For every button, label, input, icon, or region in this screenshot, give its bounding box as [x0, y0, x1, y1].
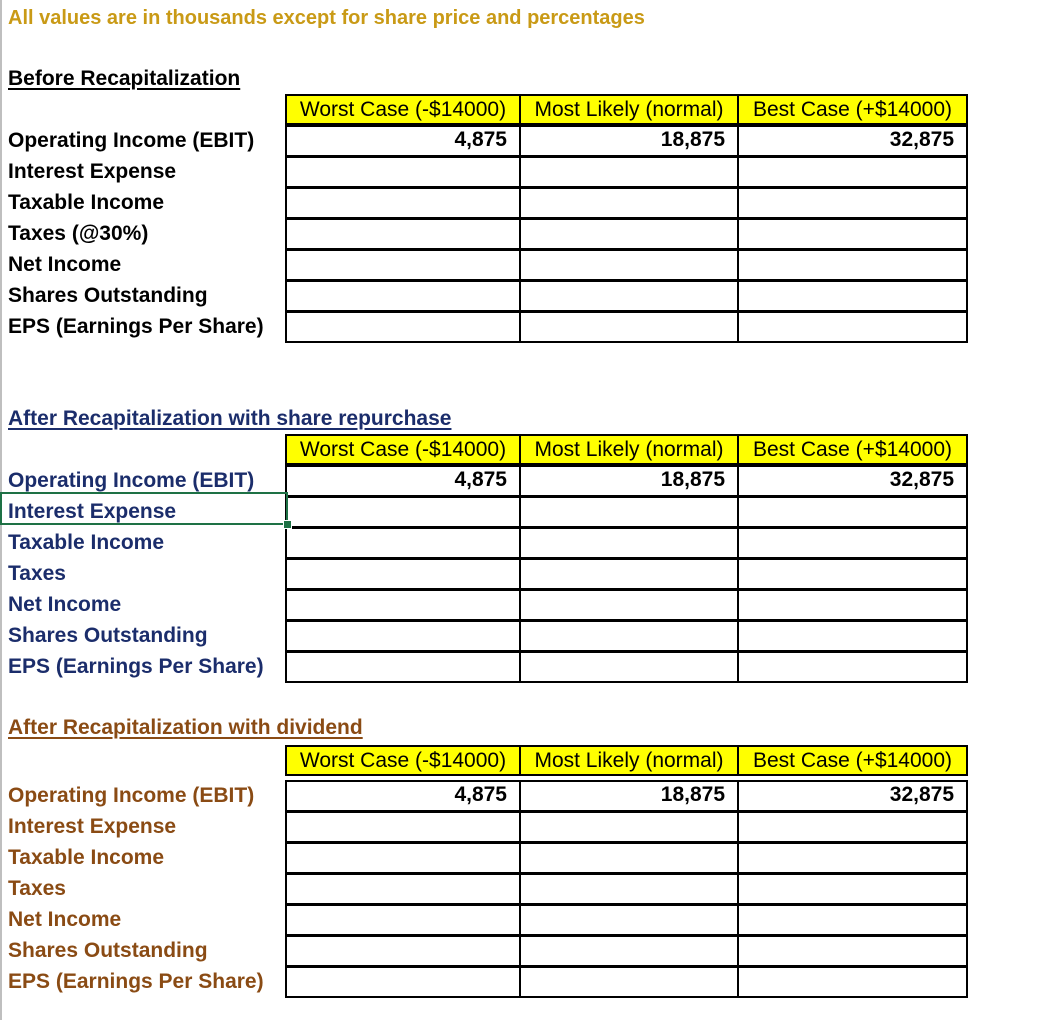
row-label[interactable]: Taxable Income: [8, 846, 165, 869]
row-label[interactable]: Taxable Income: [8, 531, 165, 554]
input-cell[interactable]: [737, 496, 968, 528]
scenario-header-cell[interactable]: Best Case (+$14000): [737, 94, 968, 125]
fill-handle[interactable]: [283, 520, 292, 529]
input-cell[interactable]: [285, 620, 521, 652]
ebit-value-cell[interactable]: 32,875: [737, 780, 968, 812]
input-cell[interactable]: [737, 527, 968, 559]
row-label[interactable]: Interest Expense: [8, 500, 177, 523]
row-label[interactable]: EPS (Earnings Per Share): [8, 315, 264, 338]
row-label[interactable]: Shares Outstanding: [8, 624, 208, 647]
input-cell[interactable]: [519, 620, 739, 652]
section-title[interactable]: After Recapitalization with share repurchase: [8, 407, 452, 430]
input-cell[interactable]: [737, 904, 968, 936]
input-cell[interactable]: [519, 249, 739, 281]
row-label[interactable]: Interest Expense: [8, 815, 177, 838]
input-cell[interactable]: [285, 935, 521, 967]
input-cell[interactable]: [737, 589, 968, 621]
ebit-value-cell[interactable]: 18,875: [519, 780, 739, 812]
row-label[interactable]: EPS (Earnings Per Share): [8, 655, 264, 678]
input-cell[interactable]: [285, 496, 521, 528]
ebit-value-cell[interactable]: 18,875: [519, 125, 739, 157]
row-label[interactable]: Net Income: [8, 253, 122, 276]
input-cell[interactable]: [519, 527, 739, 559]
input-cell[interactable]: [519, 873, 739, 905]
input-cell[interactable]: [737, 651, 968, 683]
input-cell[interactable]: [737, 249, 968, 281]
input-cell[interactable]: [285, 589, 521, 621]
row-label[interactable]: Taxes (@30%): [8, 222, 149, 245]
input-cell[interactable]: [737, 558, 968, 590]
input-cell[interactable]: [519, 842, 739, 874]
input-cell[interactable]: [737, 218, 968, 250]
scenario-header-cell[interactable]: Worst Case (-$14000): [285, 745, 521, 776]
input-cell[interactable]: [737, 187, 968, 219]
input-cell[interactable]: [285, 558, 521, 590]
input-cell[interactable]: [519, 558, 739, 590]
input-cell[interactable]: [737, 842, 968, 874]
ebit-value-cell[interactable]: 4,875: [285, 465, 521, 497]
scenario-header-cell[interactable]: Worst Case (-$14000): [285, 94, 521, 125]
row-label[interactable]: Operating Income (EBIT): [8, 469, 255, 492]
row-label[interactable]: EPS (Earnings Per Share): [8, 970, 264, 993]
input-cell[interactable]: [519, 496, 739, 528]
input-cell[interactable]: [519, 811, 739, 843]
input-cell[interactable]: [285, 966, 521, 998]
scenario-header-cell[interactable]: Most Likely (normal): [519, 94, 739, 125]
input-cell[interactable]: [519, 218, 739, 250]
input-cell[interactable]: [519, 311, 739, 343]
input-cell[interactable]: [285, 842, 521, 874]
scenario-header-cell[interactable]: Most Likely (normal): [519, 745, 739, 776]
input-cell[interactable]: [285, 527, 521, 559]
input-cell[interactable]: [737, 620, 968, 652]
input-cell[interactable]: [519, 651, 739, 683]
input-cell[interactable]: [737, 280, 968, 312]
row-label[interactable]: Operating Income (EBIT): [8, 129, 255, 152]
row-label[interactable]: Net Income: [8, 908, 122, 931]
input-cell[interactable]: [737, 935, 968, 967]
input-cell[interactable]: [285, 811, 521, 843]
input-cell[interactable]: [519, 904, 739, 936]
input-cell[interactable]: [737, 966, 968, 998]
input-cell[interactable]: [519, 589, 739, 621]
section-title[interactable]: Before Recapitalization: [8, 67, 241, 90]
scenario-header-cell[interactable]: Best Case (+$14000): [737, 434, 968, 465]
row-label[interactable]: Shares Outstanding: [8, 284, 208, 307]
row-label[interactable]: Taxes: [8, 877, 66, 900]
input-cell[interactable]: [519, 966, 739, 998]
units-note[interactable]: All values are in thousands except for share price and percentages: [8, 7, 645, 29]
row-label[interactable]: Operating Income (EBIT): [8, 784, 255, 807]
input-cell[interactable]: [519, 156, 739, 188]
scenario-header-cell[interactable]: Most Likely (normal): [519, 434, 739, 465]
ebit-value-cell[interactable]: 32,875: [737, 125, 968, 157]
input-cell[interactable]: [737, 156, 968, 188]
input-cell[interactable]: [519, 280, 739, 312]
input-cell[interactable]: [285, 156, 521, 188]
scenario-header-cell[interactable]: Worst Case (-$14000): [285, 434, 521, 465]
input-cell[interactable]: [737, 311, 968, 343]
selected-cell-border: [0, 492, 288, 525]
row-label[interactable]: Net Income: [8, 593, 122, 616]
input-cell[interactable]: [285, 249, 521, 281]
row-label[interactable]: Taxable Income: [8, 191, 165, 214]
ebit-value-cell[interactable]: 4,875: [285, 780, 521, 812]
row-label[interactable]: Interest Expense: [8, 160, 177, 183]
input-cell[interactable]: [737, 811, 968, 843]
input-cell[interactable]: [285, 311, 521, 343]
input-cell[interactable]: [285, 280, 521, 312]
input-cell[interactable]: [285, 187, 521, 219]
input-cell[interactable]: [519, 935, 739, 967]
input-cell[interactable]: [285, 651, 521, 683]
ebit-value-cell[interactable]: 32,875: [737, 465, 968, 497]
section-title[interactable]: After Recapitalization with dividend: [8, 716, 363, 739]
row-label[interactable]: Shares Outstanding: [8, 939, 208, 962]
ebit-value-cell[interactable]: 4,875: [285, 125, 521, 157]
input-cell[interactable]: [519, 187, 739, 219]
row-label[interactable]: Taxes: [8, 562, 66, 585]
input-cell[interactable]: [285, 218, 521, 250]
input-cell[interactable]: [285, 873, 521, 905]
input-cell[interactable]: [285, 904, 521, 936]
ebit-value-cell[interactable]: 18,875: [519, 465, 739, 497]
scenario-header-cell[interactable]: Best Case (+$14000): [737, 745, 968, 776]
input-cell[interactable]: [737, 873, 968, 905]
